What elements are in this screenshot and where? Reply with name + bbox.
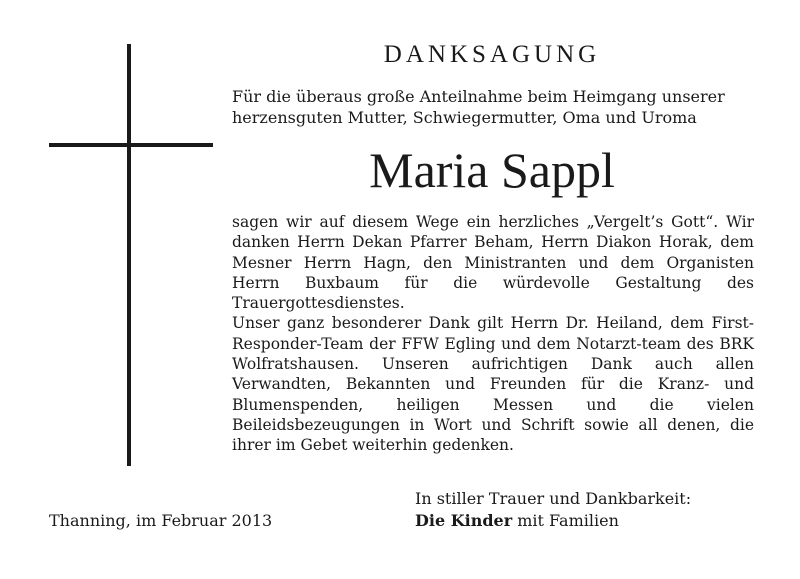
intro-text <box>232 87 756 128</box>
body-paragraph-1: sagen wir auf diesem Wege ein herzliches „Vergelt’s Gott“. Wir danken Herrn Dekan Pfarrer Beham, Herrn Diakon Horak, dem Mesner Herrn Hagn, den Ministranten und dem Organisten Herrn Buxbaum für die würdevolle Gestaltung des Trauergottesdienstes. <box>232 213 754 313</box>
place-date: Thanning, im Februar 2013 <box>49 511 273 530</box>
cross-horizontal-bar <box>49 143 213 147</box>
body-paragraph-2: Unser ganz besonderer Dank gilt Herrn Dr. Heiland, dem First-Responder-Team der FFW Egling und dem Notarzt-team des BRK Wolfratshausen. Unseren aufrichtigen Dank auch allen Verwandten, Bekannten und Freunden für die Kranz- und Blumenspenden, heiligen Messen und die vielen Beileidsbezeugungen in Wort und Schrift sowie all denen, die ihrer im Gebet weiterhin gedenken. <box>232 314 754 455</box>
closing-line: In stiller Trauer und Dankbarkeit: <box>415 489 692 508</box>
intro-line-2: herzensguten Mutter, Schwiegermutter, Oma und Uroma <box>232 107 697 127</box>
signers-rest: mit Familien <box>512 511 619 530</box>
closing-block <box>415 488 775 532</box>
intro-line-1: Für die überaus große Anteilnahme beim Heimgang unserer <box>232 87 725 106</box>
cross-vertical-bar <box>127 44 131 466</box>
signers-bold: Die Kinder <box>415 511 513 530</box>
signers-line <box>415 510 775 532</box>
deceased-name: Maria Sappl <box>369 142 615 198</box>
notice-heading: DANKSAGUNG <box>383 41 601 68</box>
thanks-body <box>232 212 754 456</box>
